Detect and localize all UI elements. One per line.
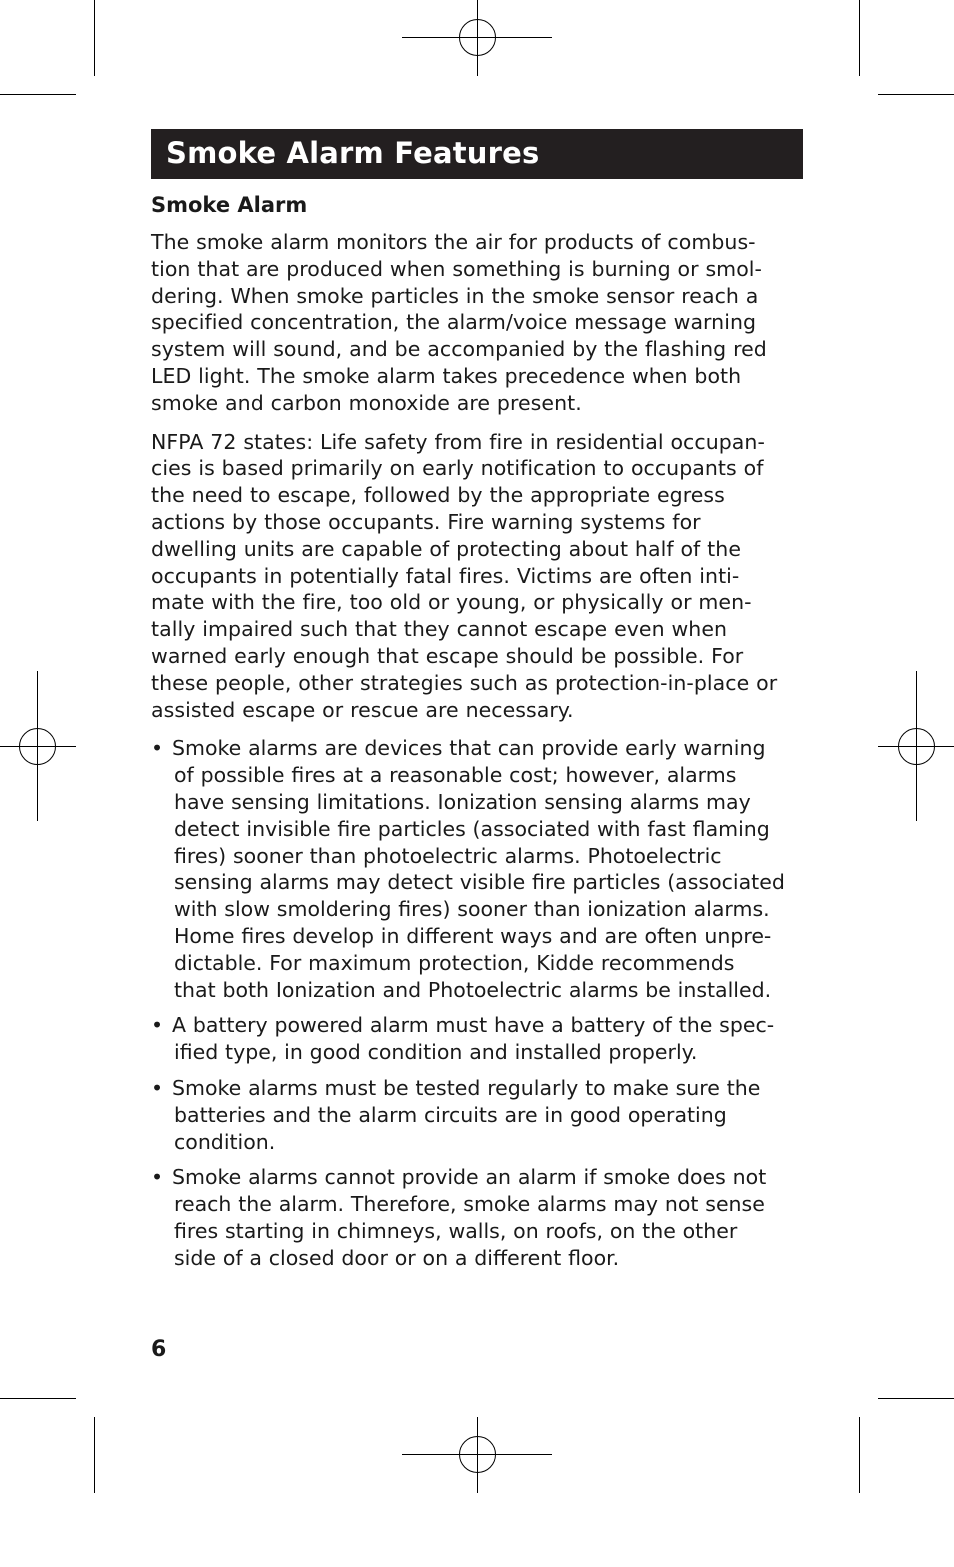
page-title: Smoke Alarm Features bbox=[166, 136, 540, 170]
list-item-text: Smoke alarms cannot provide an alarm if smoke does not reach the alarm. Therefore, smoke alarms may not sense fires starting in chimneys, walls, on roofs, on the other side of a closed door or on a different floor. bbox=[172, 1165, 767, 1270]
registration-mark-right bbox=[878, 671, 954, 821]
paragraph-text: NFPA 72 states: Life safety from fire in residential occupan- cies is based primarily on early notification to occupants of the need to escape, followed by the appropriate egress actions by those occupants. Fire warning systems for dwelling units are capable of protecting about half of the occupants in potentially fatal fires. Victims are often inti- mate with the fire, too old or young, or physically or men- tally impaired such that they cannot escape even when warned early enough that escape should be possible. For these people, other strategies such as protection-in-place or assisted escape or rescue are necessary. bbox=[151, 429, 778, 722]
list-item bbox=[151, 1012, 803, 1066]
crop-mark-top-right-horizontal bbox=[878, 94, 954, 95]
crop-mark-top-left-horizontal bbox=[0, 94, 76, 95]
paragraph-nfpa-72 bbox=[151, 429, 803, 724]
paragraph-text: The smoke alarm monitors the air for products of combus- tion that are produced when something is burning or smol- dering. When smoke particles in the smoke sensor reach a specified concentration, the alarm/voice message warning system will sound, and be accompanied by the flashing red LED light. The smoke alarm takes precedence when both smoke and carbon monoxide are present. bbox=[151, 230, 767, 415]
crop-mark-bottom-left-vertical bbox=[94, 1417, 95, 1493]
bullet-glyph: • bbox=[151, 1165, 164, 1190]
page-content bbox=[151, 129, 803, 1271]
crop-mark-bottom-right-horizontal bbox=[878, 1398, 954, 1399]
bullet-glyph: • bbox=[151, 736, 164, 761]
bullet-glyph: • bbox=[151, 1075, 164, 1100]
crop-mark-bottom-left-horizontal bbox=[0, 1398, 76, 1399]
list-item bbox=[151, 1164, 803, 1271]
list-item bbox=[151, 735, 803, 1003]
list-item bbox=[151, 1075, 803, 1155]
registration-mark-left bbox=[0, 671, 150, 821]
list-item-text: A battery powered alarm must have a battery of the spec- ified type, in good condition and installed properly. bbox=[172, 1013, 775, 1065]
crop-mark-top-left-vertical bbox=[94, 0, 95, 76]
bullet-list bbox=[151, 735, 803, 1271]
registration-mark-bottom bbox=[402, 1417, 552, 1567]
section-title-bar bbox=[151, 129, 803, 179]
list-item-text: Smoke alarms must be tested regularly to make sure the batteries and the alarm circuits are in good operating condition. bbox=[172, 1075, 761, 1154]
paragraph-smoke-alarm-monitoring bbox=[151, 229, 803, 417]
registration-mark-top bbox=[402, 0, 552, 150]
subheading-smoke-alarm: Smoke Alarm bbox=[151, 193, 308, 217]
page-number: 6 bbox=[151, 1337, 167, 1362]
bullet-glyph: • bbox=[151, 1013, 164, 1038]
crop-mark-bottom-right-vertical bbox=[859, 1417, 860, 1493]
list-item-text: Smoke alarms are devices that can provide early warning of possible fires at a reasonable cost; however, alarms have sensing limitations. Ionization sensing alarms may detect invisible fire particles (associated with fast flaming fires) sooner than photoelectric alarms. Photoelectric sensing alarms may detect visible fire particles (associated with slow smoldering fires) sooner than ionization alarms. Home fires develop in different ways and are often unpre- dictable. For maximum protection, Kidde recommends that both Ionization and Photoelectric alarms be installed. bbox=[172, 736, 785, 1002]
crop-mark-top-right-vertical bbox=[859, 0, 860, 76]
